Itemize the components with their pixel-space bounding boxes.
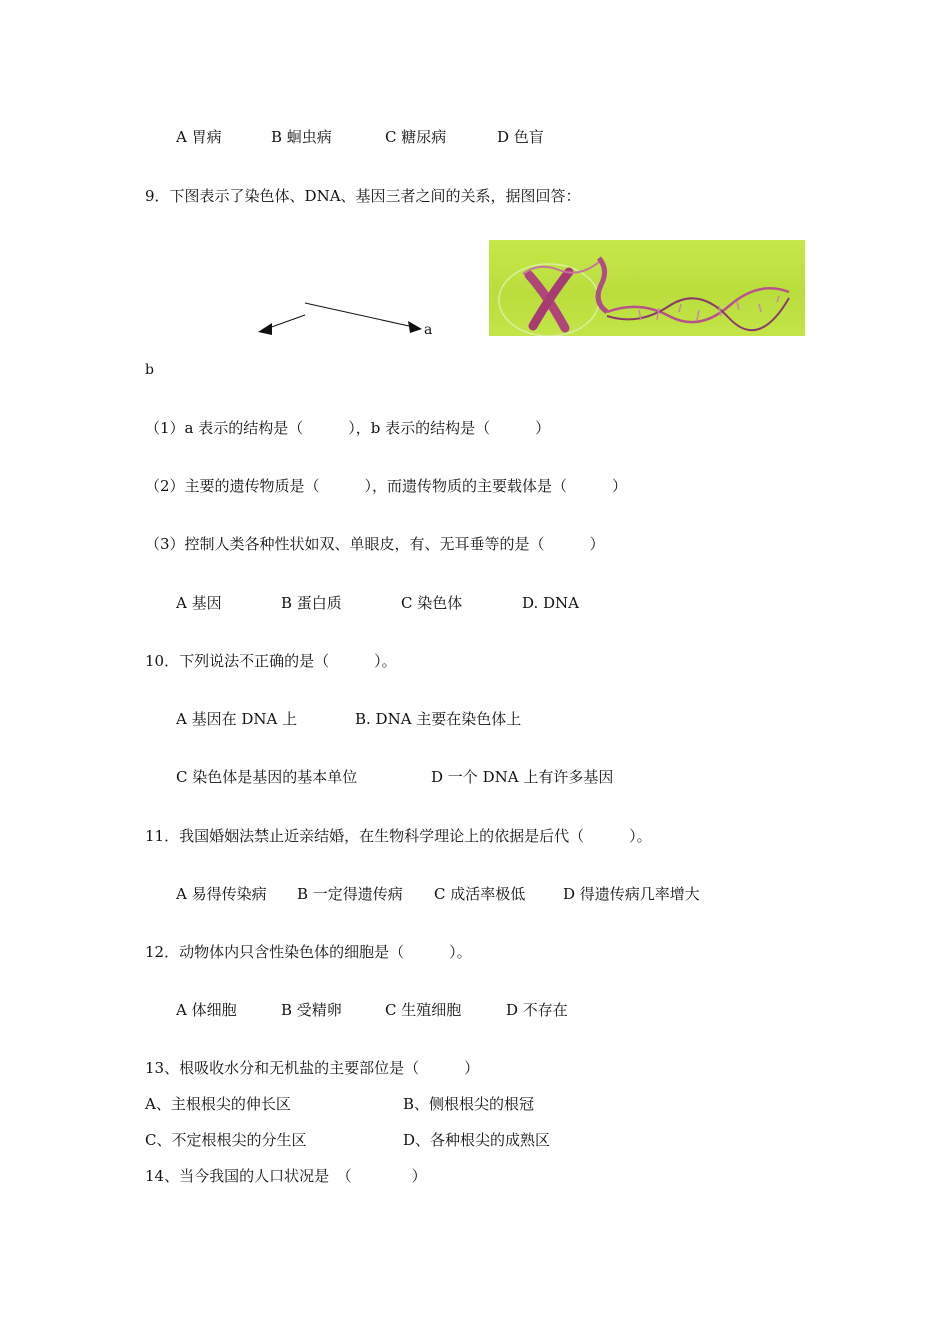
diagram-label-a: a	[424, 322, 433, 338]
q12-option-a: A 体细胞	[176, 1001, 237, 1019]
q12-option-c: C 生殖细胞	[385, 1001, 462, 1019]
q11-option-b: B 一定得遗传病	[297, 885, 403, 903]
q9-sub2: （2）主要的遗传物质是（ ），而遗传物质的主要载体是（ ）	[145, 477, 628, 495]
q11-option-d: D 得遗传病几率增大	[563, 885, 700, 903]
q10-stem: 10．下列说法不正确的是（ ）。	[145, 652, 397, 670]
q10-option-b: B. DNA 主要在染色体上	[355, 710, 522, 728]
q9-sub3: （3）控制人类各种性状如双、单眼皮，有、无耳垂等的是（ ）	[145, 535, 605, 553]
q14-stem: 14、当今我国的人口状况是 （ ）	[145, 1167, 427, 1185]
chromosome-dna-image	[489, 240, 805, 336]
q13-option-d: D、各种根尖的成熟区	[403, 1131, 551, 1149]
q9-option-b: B 蛋白质	[281, 594, 342, 612]
q13-option-a: A、主根根尖的伸长区	[145, 1095, 291, 1113]
q9-option-a: A 基因	[176, 594, 222, 612]
arrow-to-a-head	[408, 321, 422, 333]
q12-option-b: B 受精卵	[281, 1001, 342, 1019]
q12-option-d: D 不存在	[506, 1001, 568, 1019]
arrow-to-b-head	[258, 323, 272, 335]
q13-option-c: C、不定根根尖的分生区	[145, 1131, 307, 1149]
dna-base-pairs	[639, 296, 779, 320]
q9-option-c: C 染色体	[401, 594, 463, 612]
coil-section	[598, 258, 607, 312]
q10-option-c: C 染色体是基因的基本单位	[176, 768, 358, 786]
arrow-diagram	[250, 295, 440, 345]
chromosome-dna-illustration	[489, 240, 805, 336]
q8-option-a: A 胃病	[176, 128, 222, 146]
q8-option-b: B 蛔虫病	[271, 128, 332, 146]
arrow-to-a-line	[305, 303, 418, 328]
q11-option-c: C 成活率极低	[434, 885, 526, 903]
chromatin-strand	[523, 262, 599, 274]
q10-option-d: D 一个 DNA 上有许多基因	[431, 768, 614, 786]
q8-option-c: C 糖尿病	[385, 128, 447, 146]
q9-option-d: D. DNA	[522, 594, 580, 612]
q10-option-a: A 基因在 DNA 上	[176, 710, 298, 728]
q12-stem: 12．动物体内只含性染色体的细胞是（ ）。	[145, 943, 472, 961]
q11-option-a: A 易得传染病	[176, 885, 267, 903]
diagram-label-b: b	[145, 362, 154, 378]
q11-stem: 11．我国婚姻法禁止近亲结婚，在生物科学理论上的依据是后代（ ）。	[145, 827, 652, 845]
q9-stem: 9．下图表示了染色体、DNA、基因三者之间的关系，据图回答：	[145, 187, 581, 205]
q13-option-b: B、侧根根尖的根冠	[403, 1095, 535, 1113]
q8-option-d: D 色盲	[497, 128, 544, 146]
q9-sub1: （1）a 表示的结构是（ ），b 表示的结构是（ ）	[145, 419, 551, 437]
q13-stem: 13、根吸收水分和无机盐的主要部位是（ ）	[145, 1059, 480, 1077]
